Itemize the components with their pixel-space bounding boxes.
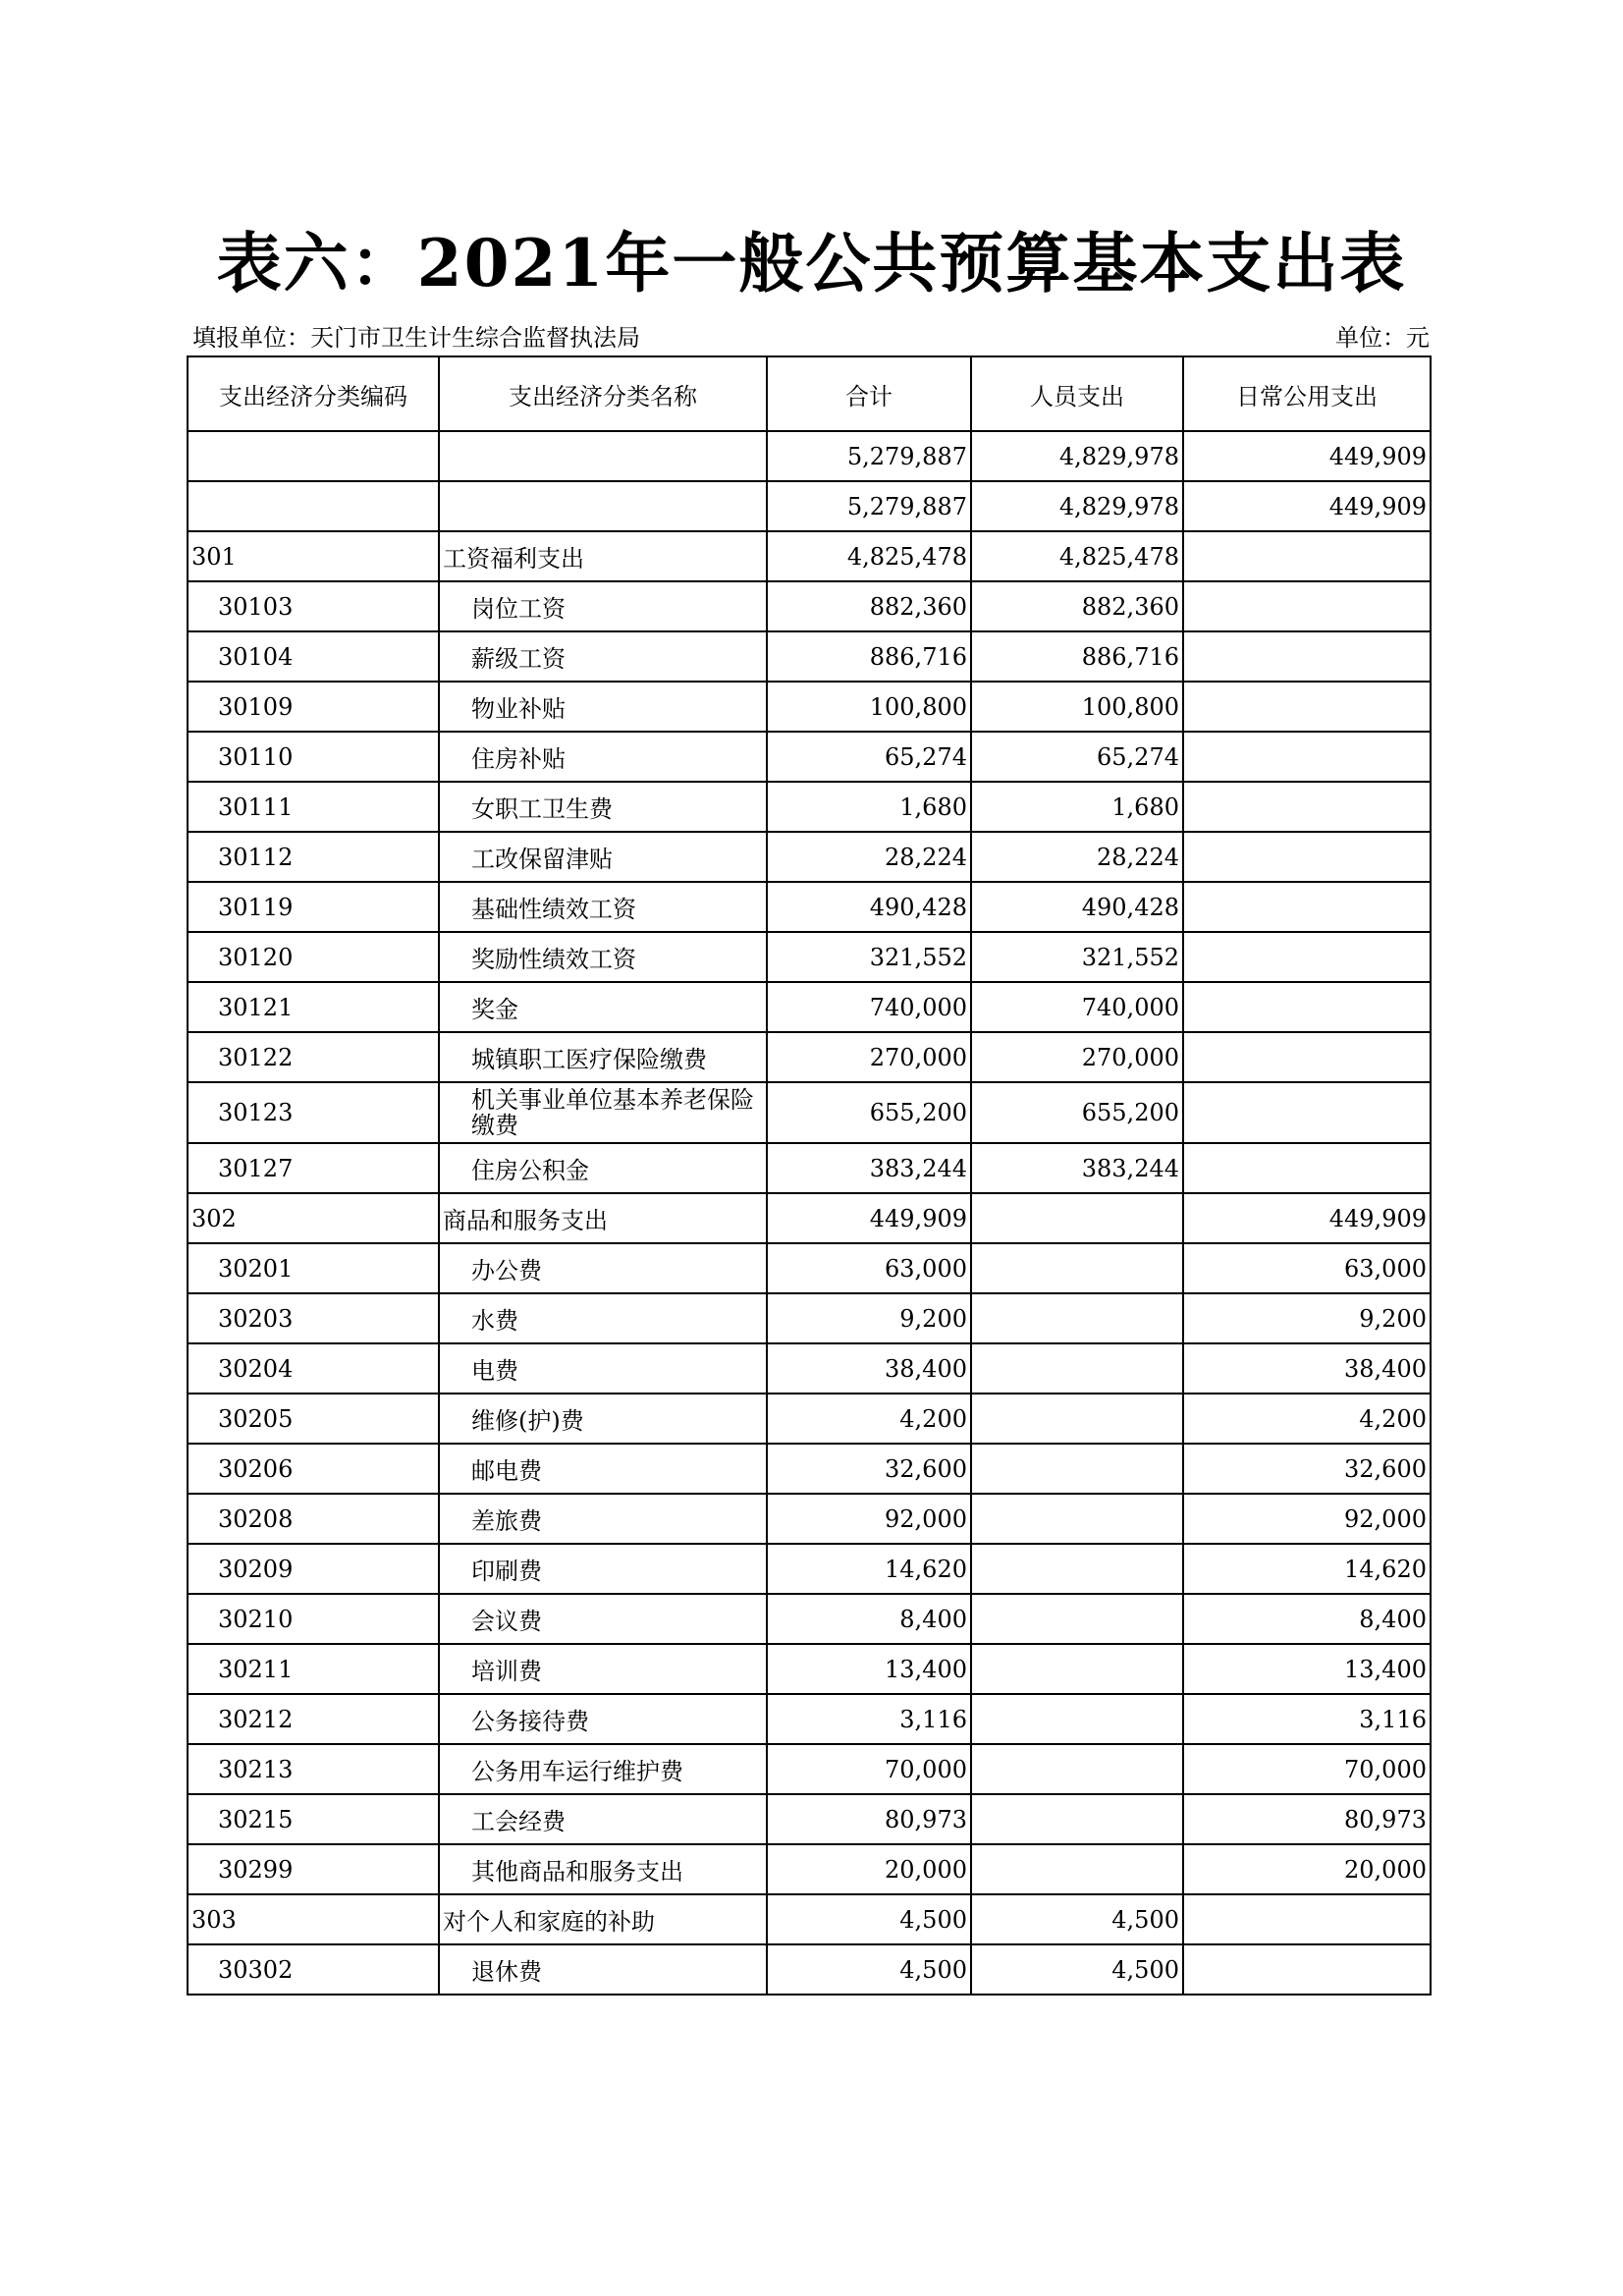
cell-code: 30119 — [188, 882, 439, 932]
cell-name: 机关事业单位基本养老保险缴费 — [439, 1082, 767, 1143]
cell-code: 30201 — [188, 1243, 439, 1293]
cell-code: 30213 — [188, 1744, 439, 1794]
cell-public: 63,000 — [1183, 1243, 1431, 1293]
table-row — [188, 1143, 1431, 1193]
cell-name: 岗位工资 — [439, 581, 767, 631]
table-row — [188, 882, 1431, 932]
cell-personnel — [971, 1794, 1183, 1844]
table-header — [188, 356, 1431, 431]
cell-code: 30109 — [188, 682, 439, 732]
cell-personnel: 4,829,978 — [971, 481, 1183, 531]
table-row — [188, 1343, 1431, 1394]
cell-name: 印刷费 — [439, 1544, 767, 1594]
cell-public: 70,000 — [1183, 1744, 1431, 1794]
cell-public — [1183, 1032, 1431, 1082]
table-row — [188, 431, 1431, 481]
cell-code: 30122 — [188, 1032, 439, 1082]
cell-total: 4,500 — [767, 1894, 971, 1944]
cell-public — [1183, 782, 1431, 832]
cell-total: 70,000 — [767, 1744, 971, 1794]
cell-public: 449,909 — [1183, 431, 1431, 481]
cell-personnel: 4,825,478 — [971, 531, 1183, 581]
table-row — [188, 832, 1431, 882]
table-row — [188, 782, 1431, 832]
cell-name: 维修(护)费 — [439, 1394, 767, 1444]
cell-total: 383,244 — [767, 1143, 971, 1193]
cell-code: 301 — [188, 531, 439, 581]
cell-total: 92,000 — [767, 1494, 971, 1544]
cell-code: 30123 — [188, 1082, 439, 1143]
table-row — [188, 1494, 1431, 1544]
cell-name: 水费 — [439, 1293, 767, 1343]
cell-total: 740,000 — [767, 982, 971, 1032]
cell-personnel: 4,500 — [971, 1894, 1183, 1944]
cell-name: 薪级工资 — [439, 631, 767, 682]
cell-code: 302 — [188, 1193, 439, 1243]
table-row — [188, 1444, 1431, 1494]
table-row — [188, 1193, 1431, 1243]
cell-code: 30209 — [188, 1544, 439, 1594]
cell-total: 8,400 — [767, 1594, 971, 1644]
table-row — [188, 1293, 1431, 1343]
cell-total: 882,360 — [767, 581, 971, 631]
table-row — [188, 581, 1431, 631]
cell-public: 92,000 — [1183, 1494, 1431, 1544]
cell-total: 270,000 — [767, 1032, 971, 1082]
cell-code: 30111 — [188, 782, 439, 832]
cell-total: 321,552 — [767, 932, 971, 982]
cell-name: 培训费 — [439, 1644, 767, 1694]
cell-code: 30210 — [188, 1594, 439, 1644]
cell-code: 30110 — [188, 732, 439, 782]
cell-total: 38,400 — [767, 1343, 971, 1394]
table-row — [188, 682, 1431, 732]
cell-code: 30302 — [188, 1944, 439, 1995]
cell-total: 4,200 — [767, 1394, 971, 1444]
cell-personnel: 490,428 — [971, 882, 1183, 932]
table-row — [188, 982, 1431, 1032]
cell-public: 38,400 — [1183, 1343, 1431, 1394]
cell-public — [1183, 732, 1431, 782]
cell-code: 303 — [188, 1894, 439, 1944]
cell-total: 5,279,887 — [767, 431, 971, 481]
cell-code: 30205 — [188, 1394, 439, 1444]
cell-total: 28,224 — [767, 832, 971, 882]
cell-public — [1183, 1143, 1431, 1193]
cell-code: 30120 — [188, 932, 439, 982]
table-row — [188, 631, 1431, 682]
cell-name: 对个人和家庭的补助 — [439, 1894, 767, 1944]
cell-name: 办公费 — [439, 1243, 767, 1293]
cell-name: 公务用车运行维护费 — [439, 1744, 767, 1794]
table-row — [188, 1594, 1431, 1644]
cell-name: 奖金 — [439, 982, 767, 1032]
table-row — [188, 1694, 1431, 1744]
cell-personnel: 740,000 — [971, 982, 1183, 1032]
cell-public: 20,000 — [1183, 1844, 1431, 1894]
cell-code: 30103 — [188, 581, 439, 631]
cell-code: 30127 — [188, 1143, 439, 1193]
cell-total: 1,680 — [767, 782, 971, 832]
cell-total: 100,800 — [767, 682, 971, 732]
cell-name: 公务接待费 — [439, 1694, 767, 1744]
cell-code: 30208 — [188, 1494, 439, 1544]
cell-name: 其他商品和服务支出 — [439, 1844, 767, 1894]
cell-personnel — [971, 1394, 1183, 1444]
cell-public — [1183, 631, 1431, 682]
cell-code — [188, 481, 439, 531]
cell-public: 449,909 — [1183, 481, 1431, 531]
table-row — [188, 1544, 1431, 1594]
cell-public — [1183, 531, 1431, 581]
cell-name: 住房补贴 — [439, 732, 767, 782]
cell-public — [1183, 581, 1431, 631]
cell-public — [1183, 832, 1431, 882]
cell-public — [1183, 882, 1431, 932]
cell-total: 655,200 — [767, 1082, 971, 1143]
table-row — [188, 1894, 1431, 1944]
cell-name: 退休费 — [439, 1944, 767, 1995]
cell-code: 30212 — [188, 1694, 439, 1744]
table-row — [188, 1394, 1431, 1444]
cell-public — [1183, 1894, 1431, 1944]
cell-name: 物业补贴 — [439, 682, 767, 732]
cell-personnel: 28,224 — [971, 832, 1183, 882]
table-row — [188, 732, 1431, 782]
cell-code: 30203 — [188, 1293, 439, 1343]
cell-personnel — [971, 1594, 1183, 1644]
cell-personnel — [971, 1243, 1183, 1293]
cell-code: 30204 — [188, 1343, 439, 1394]
cell-public: 3,116 — [1183, 1694, 1431, 1744]
cell-name: 差旅费 — [439, 1494, 767, 1544]
cell-public: 4,200 — [1183, 1394, 1431, 1444]
cell-public: 13,400 — [1183, 1644, 1431, 1694]
cell-personnel — [971, 1644, 1183, 1694]
cell-public — [1183, 682, 1431, 732]
cell-personnel: 383,244 — [971, 1143, 1183, 1193]
cell-public: 9,200 — [1183, 1293, 1431, 1343]
cell-total: 490,428 — [767, 882, 971, 932]
table-row — [188, 531, 1431, 581]
cell-public: 32,600 — [1183, 1444, 1431, 1494]
table-row — [188, 932, 1431, 982]
cell-personnel — [971, 1494, 1183, 1544]
cell-name: 电费 — [439, 1343, 767, 1394]
cell-total: 32,600 — [767, 1444, 971, 1494]
cell-total: 5,279,887 — [767, 481, 971, 531]
cell-personnel — [971, 1744, 1183, 1794]
cell-public — [1183, 932, 1431, 982]
cell-name: 工改保留津贴 — [439, 832, 767, 882]
table-body — [188, 431, 1431, 1995]
cell-personnel — [971, 1444, 1183, 1494]
header-public: 日常公用支出 — [1183, 356, 1431, 431]
cell-personnel — [971, 1694, 1183, 1744]
cell-code: 30104 — [188, 631, 439, 682]
cell-personnel: 4,829,978 — [971, 431, 1183, 481]
budget-table — [187, 355, 1432, 1995]
cell-name: 会议费 — [439, 1594, 767, 1644]
cell-personnel — [971, 1343, 1183, 1394]
cell-public: 8,400 — [1183, 1594, 1431, 1644]
cell-personnel — [971, 1544, 1183, 1594]
cell-personnel: 882,360 — [971, 581, 1183, 631]
cell-name — [439, 431, 767, 481]
cell-personnel — [971, 1193, 1183, 1243]
table-row — [188, 481, 1431, 531]
unit-label: 单位：元 — [1335, 324, 1430, 352]
cell-public — [1183, 1082, 1431, 1143]
cell-public: 80,973 — [1183, 1794, 1431, 1844]
cell-name — [439, 481, 767, 531]
header-name: 支出经济分类名称 — [439, 356, 767, 431]
cell-total: 80,973 — [767, 1794, 971, 1844]
cell-name: 基础性绩效工资 — [439, 882, 767, 932]
cell-personnel — [971, 1844, 1183, 1894]
table-row — [188, 1032, 1431, 1082]
cell-code: 30121 — [188, 982, 439, 1032]
cell-name: 工资福利支出 — [439, 531, 767, 581]
cell-name: 城镇职工医疗保险缴费 — [439, 1032, 767, 1082]
table-row — [188, 1944, 1431, 1995]
cell-total: 20,000 — [767, 1844, 971, 1894]
cell-total: 14,620 — [767, 1544, 971, 1594]
cell-personnel: 1,680 — [971, 782, 1183, 832]
page-title: 表六：2021年一般公共预算基本支出表 — [216, 225, 1407, 301]
cell-total: 13,400 — [767, 1644, 971, 1694]
cell-personnel: 65,274 — [971, 732, 1183, 782]
cell-personnel: 100,800 — [971, 682, 1183, 732]
cell-personnel: 655,200 — [971, 1082, 1183, 1143]
table-row — [188, 1844, 1431, 1894]
header-personnel: 人员支出 — [971, 356, 1183, 431]
cell-total: 3,116 — [767, 1694, 971, 1744]
cell-personnel: 321,552 — [971, 932, 1183, 982]
cell-personnel — [971, 1293, 1183, 1343]
cell-total: 4,825,478 — [767, 531, 971, 581]
cell-public: 14,620 — [1183, 1544, 1431, 1594]
cell-name: 住房公积金 — [439, 1143, 767, 1193]
table-row — [188, 1644, 1431, 1694]
cell-code — [188, 431, 439, 481]
cell-name: 工会经费 — [439, 1794, 767, 1844]
cell-public — [1183, 982, 1431, 1032]
cell-code: 30211 — [188, 1644, 439, 1694]
cell-name: 奖励性绩效工资 — [439, 932, 767, 982]
cell-public: 449,909 — [1183, 1193, 1431, 1243]
cell-total: 449,909 — [767, 1193, 971, 1243]
cell-code: 30112 — [188, 832, 439, 882]
cell-public — [1183, 1944, 1431, 1995]
cell-name: 邮电费 — [439, 1444, 767, 1494]
cell-code: 30215 — [188, 1794, 439, 1844]
reporting-unit: 填报单位：天门市卫生计生综合监督执法局 — [192, 324, 640, 352]
cell-personnel: 886,716 — [971, 631, 1183, 682]
cell-total: 65,274 — [767, 732, 971, 782]
cell-personnel: 270,000 — [971, 1032, 1183, 1082]
cell-total: 63,000 — [767, 1243, 971, 1293]
cell-code: 30299 — [188, 1844, 439, 1894]
header-total: 合计 — [767, 356, 971, 431]
table-row — [188, 1243, 1431, 1293]
cell-name: 商品和服务支出 — [439, 1193, 767, 1243]
cell-total: 4,500 — [767, 1944, 971, 1995]
table-row — [188, 1744, 1431, 1794]
header-row — [188, 356, 1431, 431]
cell-total: 9,200 — [767, 1293, 971, 1343]
table-row — [188, 1082, 1431, 1143]
cell-code: 30206 — [188, 1444, 439, 1494]
cell-total: 886,716 — [767, 631, 971, 682]
cell-name: 女职工卫生费 — [439, 782, 767, 832]
table-row — [188, 1794, 1431, 1844]
header-code: 支出经济分类编码 — [188, 356, 439, 431]
cell-personnel: 4,500 — [971, 1944, 1183, 1995]
